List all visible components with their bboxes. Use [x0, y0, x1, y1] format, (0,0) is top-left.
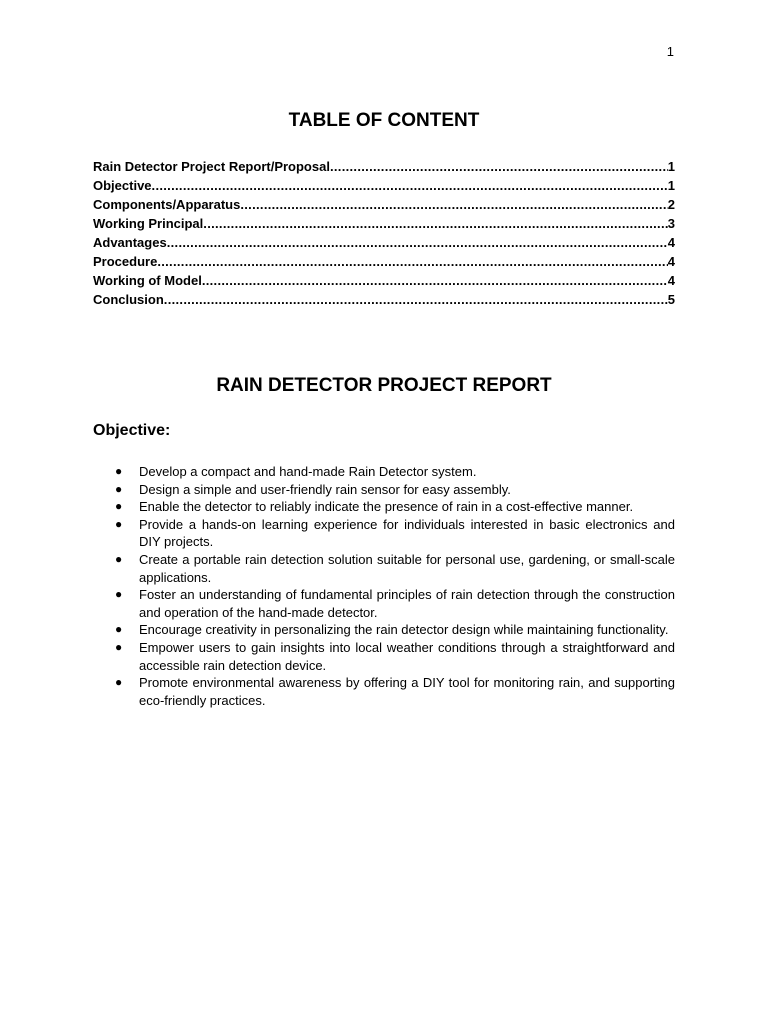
toc-entry-label: Procedure	[93, 254, 158, 269]
toc-entry-label: Rain Detector Project Report/Proposal	[93, 159, 330, 174]
table-of-contents	[93, 159, 675, 311]
toc-leader-dots	[202, 273, 668, 288]
toc-leader-dots	[240, 197, 667, 212]
bullet-icon: ●	[115, 499, 123, 514]
list-item-text: Enable the detector to reliably indicate the presence of rain in a cost-effective manner.	[139, 499, 634, 515]
list-item-text: Design a simple and user-friendly rain sensor for easy assembly.	[139, 481, 511, 497]
toc-title: TABLE OF CONTENT	[288, 110, 480, 131]
toc-leader-dots	[330, 159, 668, 174]
toc-entry[interactable]	[93, 292, 675, 311]
bullet-icon: ●	[115, 551, 123, 566]
list-item-text: Create a portable rain detection solution suitable for personal use, gardening, or small-scale applications.	[139, 551, 675, 585]
toc-leader-dots	[152, 178, 668, 193]
list-item	[93, 674, 675, 709]
bullet-icon: ●	[115, 587, 123, 602]
toc-entry-page: 4	[667, 273, 675, 288]
list-item	[93, 498, 675, 516]
list-item-text: Promote environmental awareness by offering a DIY tool for monitoring rain, and supporting eco-friendly practices.	[139, 675, 675, 708]
toc-leader-dots	[157, 254, 667, 269]
toc-entry-label: Working Principal	[93, 216, 204, 231]
toc-entry[interactable]	[93, 159, 675, 178]
toc-entry[interactable]	[93, 235, 675, 254]
toc-entry[interactable]	[93, 197, 675, 216]
list-item-text: Empower users to gain insights into local weather conditions through a straightforward and accessible rain detection device.	[139, 639, 675, 673]
bullet-icon: ●	[115, 481, 123, 496]
objective-list	[93, 463, 675, 709]
toc-leader-dots	[164, 292, 668, 307]
toc-entry[interactable]	[93, 178, 675, 197]
list-item	[93, 463, 675, 481]
toc-entry-page: 4	[667, 254, 675, 269]
bullet-icon: ●	[115, 675, 123, 690]
list-item	[93, 586, 675, 621]
toc-entry-page: 1	[667, 159, 675, 174]
toc-entry[interactable]	[93, 273, 675, 292]
bullet-icon: ●	[115, 516, 123, 531]
objective-heading: Objective:	[93, 422, 171, 439]
bullet-icon: ●	[115, 639, 123, 654]
toc-entry-label: Conclusion	[93, 292, 164, 307]
toc-leader-dots	[203, 216, 667, 231]
list-item	[93, 481, 675, 499]
list-item	[93, 639, 675, 674]
toc-entry[interactable]	[93, 254, 675, 273]
toc-leader-dots	[167, 235, 668, 250]
toc-entry-page: 4	[667, 235, 675, 250]
toc-entry[interactable]	[93, 216, 675, 235]
toc-entry-page: 3	[667, 216, 675, 231]
toc-entry-page: 2	[667, 197, 675, 212]
list-item-text: Foster an understanding of fundamental principles of rain detection through the construction and operation of the hand-made detector.	[139, 587, 675, 620]
report-title: RAIN DETECTOR PROJECT REPORT	[216, 375, 552, 396]
toc-entry-label: Working of Model	[93, 273, 202, 288]
bullet-icon: ●	[115, 622, 123, 637]
bullet-icon: ●	[115, 464, 123, 478]
list-item-text: Provide a hands-on learning experience for individuals interested in basic electronics and DIY projects.	[139, 516, 675, 550]
toc-entry-page: 1	[667, 178, 675, 193]
list-item	[93, 516, 675, 551]
toc-entry-label: Components/Apparatus	[93, 197, 241, 212]
list-item	[93, 621, 675, 639]
toc-entry-page: 5	[667, 292, 675, 307]
toc-entry-label: Objective	[93, 178, 152, 193]
list-item-text: Develop a compact and hand-made Rain Detector system.	[139, 464, 477, 479]
toc-entry-label: Advantages	[93, 235, 167, 250]
list-item-text: Encourage creativity in personalizing the rain detector design while maintaining functionality.	[139, 622, 669, 638]
page-number: 1	[666, 44, 674, 59]
list-item	[93, 551, 675, 586]
